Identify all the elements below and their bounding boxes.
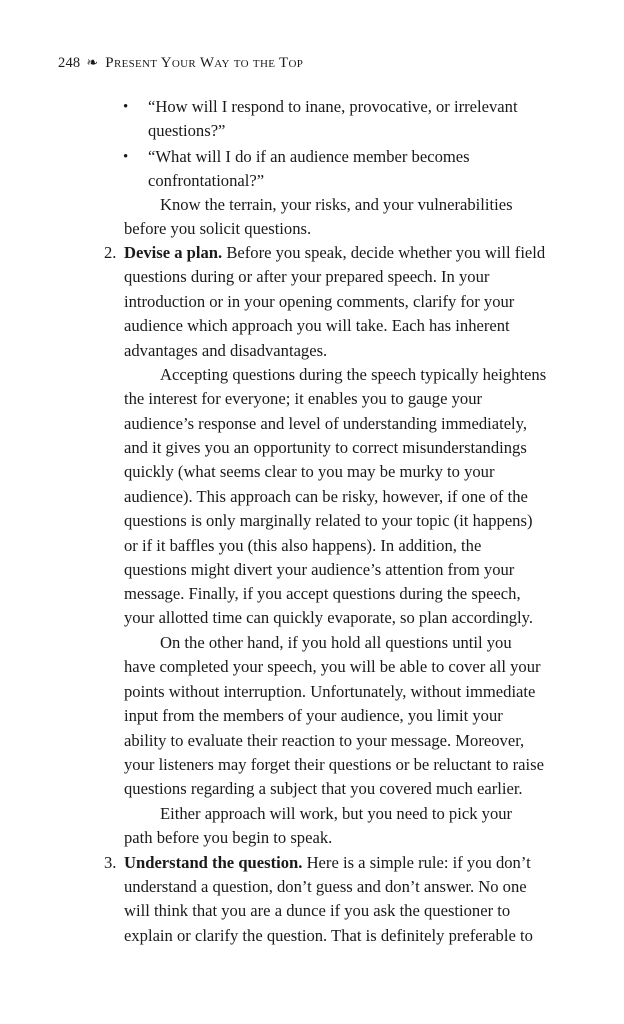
fleuron-ornament-icon: ❧ [86,56,99,71]
text-line: before you solicit questions. [124,219,312,238]
list-number: 2. [104,243,117,262]
page-number: 248 [58,55,81,71]
bullet-marker: • [123,99,129,115]
text-line: questions regarding a subject that you covered much earlier. [124,779,523,798]
text-line: advantages and disadvantages. [124,341,328,360]
text-line: have completed your speech, you will be able to cover all your [124,657,541,676]
text-line: Devise a plan. Before you speak, decide whether you will field [124,243,546,262]
list-number: 3. [104,853,117,872]
text-line: points without interruption. Unfortunately, without immediate [124,682,536,701]
text-line: questions might divert your audience’s attention from your [124,560,515,579]
text-line: Understand the question. Here is a simple rule: if you don’t [124,853,531,872]
text-line: introduction or in your opening comments, clarify for your [124,292,515,311]
running-header [58,55,303,72]
text-line: Either approach will work, but you need to pick your [160,804,513,823]
bullet-marker: • [123,149,129,165]
text-line: your listeners may forget their questions or be reluctant to raise [124,755,544,774]
text-line: path before you begin to speak. [124,828,333,847]
text-line: and it gives you an opportunity to correct misunderstandings [124,438,527,457]
text-line: “What will I do if an audience member becomes [148,147,470,166]
item-heading: Understand the question. [124,853,303,872]
text-line: the interest for everyone; it enables you to gauge your [124,389,483,408]
text-line: Know the terrain, your risks, and your vulnerabilities [160,195,513,214]
text-line: audience). This approach can be risky, however, if one of the [124,487,528,506]
text-line: audience which approach you will take. Each has inherent [124,316,510,335]
text-line: On the other hand, if you hold all questions until you [160,633,512,652]
book-title: Present Your Way to the Top [105,55,304,71]
text-line: explain or clarify the question. That is definitely preferable to [124,926,533,945]
text-line: your allotted time can quickly evaporate, so plan accordingly. [124,608,534,627]
text-line: audience’s response and level of understanding immediately, [124,414,528,433]
text-line: ability to evaluate their reaction to your message. Moreover, [124,731,525,750]
text-line: confrontational?” [148,171,265,190]
text-line: questions during or after your prepared speech. In your [124,267,490,286]
text-line: questions?” [148,121,226,140]
text-line: understand a question, don’t guess and don’t answer. No one [124,877,527,896]
text-line: Accepting questions during the speech typically heightens [160,365,547,384]
item-heading: Devise a plan. [124,243,223,262]
text-line: “How will I respond to inane, provocative, or irrelevant [148,97,518,116]
text-line: quickly (what seems clear to you may be murky to your [124,462,495,481]
text-line: questions is only marginally related to your topic (it happens) [124,511,533,530]
text-line: will think that you are a dunce if you ask the questioner to [124,901,511,920]
text-line: input from the members of your audience, you limit your [124,706,503,725]
text-line: or if it baffles you (this also happens). In addition, the [124,536,482,555]
text-line: message. Finally, if you accept questions during the speech, [124,584,521,603]
